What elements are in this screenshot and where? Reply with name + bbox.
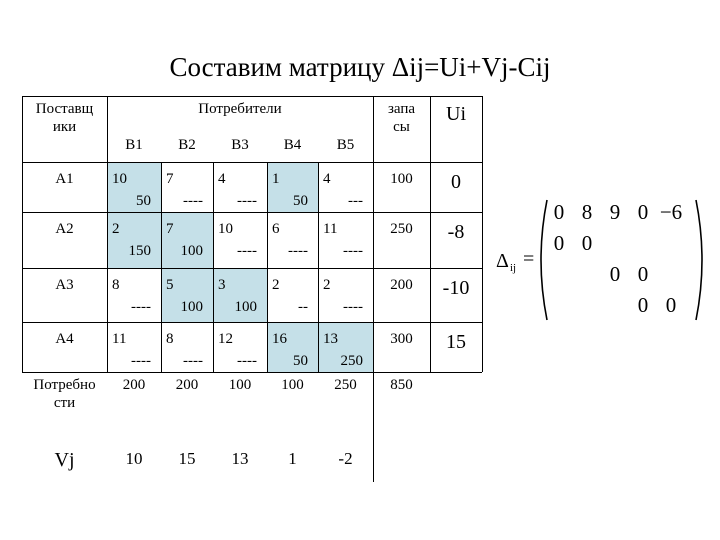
- header-suppliers: ики: [52, 119, 77, 135]
- cell-alloc: ----: [183, 353, 203, 369]
- vj-value: 13: [231, 449, 249, 468]
- header-col-b4: B4: [283, 137, 302, 153]
- header-consumers: Потребители: [198, 101, 282, 117]
- cell-alloc: 250: [340, 353, 363, 369]
- matrix-label: Δ: [496, 250, 509, 272]
- cell-alloc: 50: [136, 193, 151, 209]
- demand-value: 200: [122, 377, 146, 393]
- row-ui: 0: [451, 171, 461, 193]
- matrix-entry: 0: [637, 262, 649, 286]
- cell-alloc: ----: [131, 353, 151, 369]
- page-title: Составим матрицу Δij=Ui+Vj-Cij: [169, 52, 551, 82]
- row-label: A3: [55, 277, 74, 293]
- matrix-entry: 0: [637, 200, 649, 224]
- header-col-b5: B5: [336, 137, 355, 153]
- row-ui: 15: [446, 331, 466, 353]
- matrix-entry: 0: [665, 293, 677, 317]
- matrix-entry: −6: [659, 200, 683, 224]
- row-ui: -10: [442, 277, 470, 299]
- header-ui: Ui: [446, 103, 466, 125]
- matrix-bracket: [696, 200, 702, 320]
- header-col-b2: B2: [178, 137, 196, 153]
- vj-value: 1: [288, 449, 297, 468]
- demand-value: 100: [228, 377, 252, 393]
- cell-alloc: 100: [234, 299, 257, 315]
- header-col-b3: B3: [231, 137, 249, 153]
- cell-alloc: 100: [180, 299, 203, 315]
- cell-cost: 7: [166, 221, 174, 237]
- matrix-label-sub: ij: [510, 262, 517, 274]
- header-col-b1: B1: [125, 137, 143, 153]
- demand-value: 100: [281, 377, 304, 393]
- cell-cost: 12: [218, 331, 233, 347]
- row-stock: 100: [390, 171, 413, 187]
- demand-value: 200: [175, 377, 199, 393]
- cell-cost: 1: [272, 171, 280, 187]
- cell-alloc: ----: [183, 193, 203, 209]
- cell-alloc: 150: [128, 243, 151, 259]
- cell-alloc: ----: [237, 193, 257, 209]
- cell-cost: 8: [166, 331, 174, 347]
- row-label: A1: [55, 171, 74, 187]
- cell-alloc: ----: [131, 299, 151, 315]
- header-suppliers: Поставщ: [35, 101, 94, 117]
- matrix-entry: 0: [553, 231, 565, 255]
- grid-line: [22, 162, 482, 163]
- cell-cost: 16: [272, 331, 287, 347]
- grid-line: [22, 96, 482, 97]
- matrix-equals: =: [523, 248, 535, 270]
- matrix-entry: 0: [637, 293, 649, 317]
- demand-label: Потребно: [33, 377, 96, 393]
- matrix-entry: 0: [581, 231, 593, 255]
- cell-cost: 2: [112, 221, 120, 237]
- header-stock: сы: [393, 119, 410, 135]
- demand-value: 250: [334, 377, 357, 393]
- row-stock: 200: [390, 277, 413, 293]
- vj-label: Vj: [54, 449, 75, 471]
- cell-cost: 13: [323, 331, 338, 347]
- matrix-entry: 8: [581, 200, 593, 224]
- matrix-entry: 9: [609, 200, 621, 224]
- vj-value: 15: [178, 449, 196, 468]
- header-stock: запа: [387, 101, 416, 117]
- cell-cost: 8: [112, 277, 120, 293]
- cell-cost: 11: [323, 221, 338, 237]
- cell-cost: 2: [272, 277, 280, 293]
- demand-total: 850: [390, 377, 413, 393]
- cell-alloc: ---: [348, 193, 363, 209]
- cell-alloc: ----: [237, 353, 257, 369]
- row-stock: 250: [390, 221, 413, 237]
- cell-alloc: ----: [343, 299, 363, 315]
- cell-alloc: 50: [293, 193, 308, 209]
- cell-alloc: ----: [288, 243, 308, 259]
- cell-cost: 3: [218, 277, 226, 293]
- row-stock: 300: [390, 331, 413, 347]
- cell-cost: 4: [323, 171, 331, 187]
- cell-cost: 2: [323, 277, 331, 293]
- cell-alloc: 50: [293, 353, 308, 369]
- vj-value: 10: [125, 449, 143, 468]
- matrix-entry: 0: [553, 200, 565, 224]
- cell-cost: 11: [112, 331, 127, 347]
- vj-value: -2: [338, 449, 353, 468]
- cell-cost: 5: [166, 277, 174, 293]
- cell-cost: 10: [112, 171, 127, 187]
- row-label: A2: [55, 221, 74, 237]
- row-label: A4: [55, 331, 74, 347]
- cell-alloc: --: [298, 299, 308, 315]
- cell-alloc: ----: [237, 243, 257, 259]
- cell-alloc: ----: [343, 243, 363, 259]
- demand-label: сти: [53, 395, 76, 411]
- row-ui: -8: [447, 221, 465, 243]
- cell-alloc: 100: [180, 243, 203, 259]
- grid-line: [22, 322, 482, 323]
- grid-line: [22, 372, 482, 373]
- cell-cost: 10: [218, 221, 233, 237]
- grid-line: [22, 212, 482, 213]
- matrix-entry: 0: [609, 262, 621, 286]
- cell-cost: 6: [272, 221, 280, 237]
- grid-line: [482, 96, 483, 372]
- grid-line: [22, 268, 482, 269]
- cell-cost: 7: [166, 171, 174, 187]
- cell-cost: 4: [218, 171, 226, 187]
